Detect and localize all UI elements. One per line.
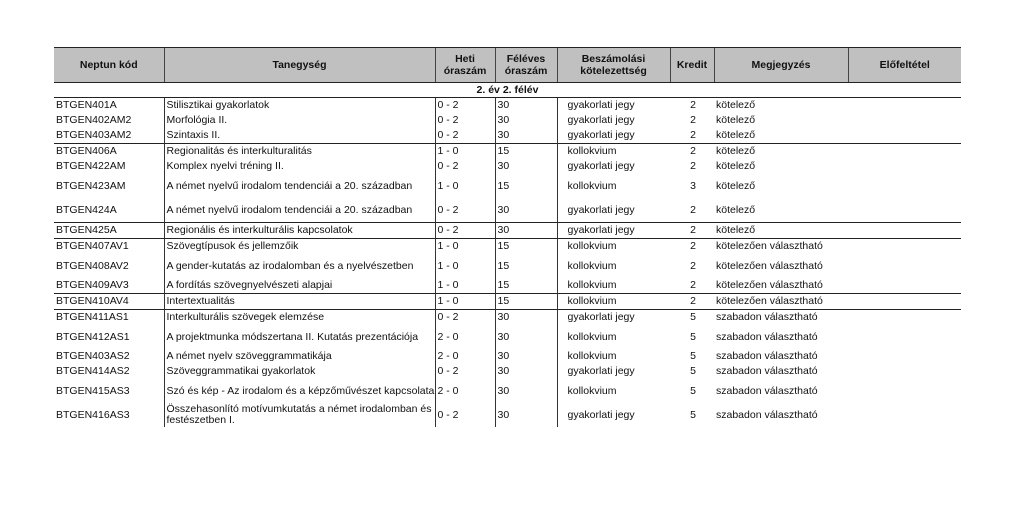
credit-value: 5 (690, 384, 696, 397)
header-credit: Kredit (670, 48, 714, 83)
assessment-type: gyakorlati jegy (567, 203, 635, 216)
weekly-hours: 1 - 0 (435, 174, 495, 198)
note-text: kötelezően választható (716, 279, 823, 291)
table-row (54, 223, 961, 239)
table-row (54, 364, 961, 379)
semester-hours: 30 (495, 159, 557, 174)
semester-row (54, 83, 961, 98)
weekly-hours: 1 - 0 (435, 144, 495, 160)
course-name: Regionalitás és interkulturalitás (164, 144, 435, 160)
curriculum-sheet (54, 47, 961, 427)
note-text: kötelező (716, 129, 756, 141)
assessment-type: gyakorlati jegy (567, 365, 635, 377)
table-row (54, 379, 961, 403)
assessment-type: gyakorlati jegy (567, 408, 635, 421)
assessment-type: kollokvium (567, 259, 617, 272)
course-code: BTGEN424A (54, 198, 164, 223)
semester-hours: 15 (495, 174, 557, 198)
weekly-hours: 1 - 0 (435, 294, 495, 310)
prereq-cell (848, 113, 961, 128)
assessment-type: kollokvium (567, 330, 617, 343)
course-code: BTGEN412AS1 (54, 325, 164, 349)
credit-value: 5 (670, 310, 714, 326)
semester-hours: 30 (495, 379, 557, 403)
course-code: BTGEN407AV1 (54, 239, 164, 255)
note-text: szabadon választható (716, 365, 818, 377)
course-code: BTGEN403AS2 (54, 349, 164, 364)
assessment-type: kollokvium (567, 384, 617, 397)
course-code: BTGEN401A (54, 98, 164, 114)
course-code: BTGEN403AM2 (54, 128, 164, 144)
course-code: BTGEN416AS3 (54, 403, 164, 427)
prereq-cell (848, 174, 961, 198)
note-text: szabadon választható (716, 330, 818, 343)
course-name: A német nyelvű irodalom tendenciái a 20. században (164, 198, 435, 223)
assessment-type: kollokvium (567, 279, 617, 291)
curriculum-table (54, 47, 961, 427)
course-name: Intertextualitás (164, 294, 435, 310)
semester-hours: 30 (495, 403, 557, 427)
header-name: Tanegység (164, 48, 435, 83)
prereq-cell (848, 294, 961, 310)
semester-label: 2. év 2. félév (54, 83, 961, 98)
credit-value: 2 (670, 223, 714, 239)
semester-hours: 30 (495, 364, 557, 379)
assessment-type: kollokvium (557, 294, 670, 310)
weekly-hours: 1 - 0 (435, 278, 495, 294)
weekly-hours: 0 - 2 (435, 113, 495, 128)
semester-hours: 15 (495, 278, 557, 294)
header-code: Neptun kód (54, 48, 164, 83)
table-row (54, 325, 961, 349)
semester-hours: 15 (495, 144, 557, 160)
table-row (54, 128, 961, 144)
course-code: BTGEN423AM (54, 174, 164, 198)
weekly-hours: 2 - 0 (435, 325, 495, 349)
semester-hours: 30 (495, 310, 557, 326)
table-row (54, 294, 961, 310)
assessment-type: gyakorlati jegy (567, 160, 635, 172)
header-prereq: Előfeltétel (848, 48, 961, 83)
credit-value: 2 (670, 239, 714, 255)
credit-value: 2 (690, 203, 696, 216)
weekly-hours: 0 - 2 (435, 98, 495, 114)
note-text: kötelezően választható (716, 259, 823, 272)
prereq-cell (848, 379, 961, 403)
table-row (54, 159, 961, 174)
table-row (54, 174, 961, 198)
credit-value: 5 (690, 330, 696, 343)
course-name: A fordítás szövegnyelvészeti alapjai (164, 278, 435, 294)
header-assessment: Beszámolási kötelezettség (557, 48, 670, 83)
prereq-cell (848, 239, 961, 255)
prereq-cell (848, 278, 961, 294)
prereq-cell (848, 144, 961, 160)
credit-value: 2 (690, 114, 696, 126)
course-code: BTGEN409AV3 (54, 278, 164, 294)
note-text: szabadon választható (716, 408, 818, 421)
course-name: Szövegtípusok és jellemzőik (164, 239, 435, 255)
credit-value: 2 (670, 294, 714, 310)
credit-value: 2 (690, 259, 696, 272)
course-name: Szintaxis II. (164, 128, 435, 144)
weekly-hours: 0 - 2 (435, 403, 495, 427)
weekly-hours: 2 - 0 (435, 379, 495, 403)
table-row (54, 310, 961, 326)
credit-value: 2 (670, 144, 714, 160)
note-text: kötelezően választható (714, 294, 848, 310)
assessment-type: kollokvium (567, 350, 617, 362)
semester-hours: 15 (495, 294, 557, 310)
header-semester-hours: Féléves óraszám (495, 48, 557, 83)
course-name: Regionális és interkulturális kapcsolatok (164, 223, 435, 239)
course-name: Szöveggrammatikai gyakorlatok (164, 364, 435, 379)
semester-hours: 30 (495, 198, 557, 223)
weekly-hours: 2 - 0 (435, 349, 495, 364)
note-text: szabadon választható (716, 384, 818, 397)
semester-hours: 15 (495, 254, 557, 278)
course-name: Stilisztikai gyakorlatok (164, 98, 435, 114)
course-name: A német nyelv szöveggrammatikája (164, 349, 435, 364)
course-name: A német nyelvű irodalom tendenciái a 20. században (164, 174, 435, 198)
table-row (54, 254, 961, 278)
assessment-type: gyakorlati jegy (567, 114, 635, 126)
course-name: Interkulturális szövegek elemzése (164, 310, 435, 326)
table-row (54, 98, 961, 114)
course-code: BTGEN402AM2 (54, 113, 164, 128)
table-row (54, 198, 961, 223)
note-text: kötelező (714, 223, 848, 239)
semester-hours: 30 (495, 128, 557, 144)
course-code: BTGEN422AM (54, 159, 164, 174)
semester-hours: 30 (495, 223, 557, 239)
credit-value: 2 (690, 129, 696, 141)
credit-value: 2 (690, 99, 696, 111)
prereq-cell (848, 349, 961, 364)
credit-value: 3 (690, 179, 696, 192)
note-text: kötelező (716, 179, 756, 192)
course-name: Morfológia II. (164, 113, 435, 128)
note-text: kötelező (716, 160, 756, 172)
note-text: kötelezően választható (714, 239, 848, 255)
assessment-type: gyakorlati jegy (557, 310, 670, 326)
note-text: kötelező (716, 114, 756, 126)
prereq-cell (848, 98, 961, 114)
credit-value: 5 (690, 350, 696, 362)
note-text: kötelező (714, 144, 848, 160)
semester-hours: 30 (495, 113, 557, 128)
table-row (54, 349, 961, 364)
course-code: BTGEN425A (54, 223, 164, 239)
credit-value: 2 (690, 279, 696, 291)
note-text: szabadon választható (716, 350, 818, 362)
course-code: BTGEN410AV4 (54, 294, 164, 310)
credit-value: 5 (690, 408, 696, 421)
prereq-cell (848, 310, 961, 326)
course-name: Összehasonlító motívumkutatás a német irodalomban és festészetben I. (164, 403, 435, 427)
note-text: kötelező (716, 203, 756, 216)
course-code: BTGEN411AS1 (54, 310, 164, 326)
weekly-hours: 0 - 2 (435, 159, 495, 174)
prereq-cell (848, 403, 961, 427)
semester-hours: 30 (495, 349, 557, 364)
prereq-cell (848, 198, 961, 223)
table-row (54, 113, 961, 128)
table-row (54, 144, 961, 160)
prereq-cell (848, 325, 961, 349)
note-text: szabadon választható (714, 310, 848, 326)
table-row (54, 403, 961, 427)
header-note: Megjegyzés (714, 48, 848, 83)
course-code: BTGEN408AV2 (54, 254, 164, 278)
weekly-hours: 0 - 2 (435, 364, 495, 379)
prereq-cell (848, 364, 961, 379)
weekly-hours: 0 - 2 (435, 198, 495, 223)
weekly-hours: 1 - 0 (435, 254, 495, 278)
weekly-hours: 0 - 2 (435, 310, 495, 326)
course-code: BTGEN414AS2 (54, 364, 164, 379)
table-row (54, 278, 961, 294)
course-name: Szó és kép - Az irodalom és a képzőművészet kapcsolata (164, 379, 435, 403)
course-name: Komplex nyelvi tréning II. (164, 159, 435, 174)
header-row (54, 48, 961, 83)
credit-value: 2 (690, 160, 696, 172)
semester-hours: 15 (495, 239, 557, 255)
credit-value: 5 (690, 365, 696, 377)
weekly-hours: 0 - 2 (435, 223, 495, 239)
assessment-type: kollokvium (567, 179, 617, 192)
note-text: kötelező (716, 99, 756, 111)
header-weekly: Heti óraszám (435, 48, 495, 83)
weekly-hours: 1 - 0 (435, 239, 495, 255)
course-code: BTGEN406A (54, 144, 164, 160)
assessment-type: kollokvium (557, 239, 670, 255)
assessment-type: gyakorlati jegy (567, 99, 635, 111)
semester-hours: 30 (495, 325, 557, 349)
prereq-cell (848, 159, 961, 174)
semester-hours: 30 (495, 98, 557, 114)
weekly-hours: 0 - 2 (435, 128, 495, 144)
prereq-cell (848, 254, 961, 278)
table-row (54, 239, 961, 255)
prereq-cell (848, 223, 961, 239)
assessment-type: gyakorlati jegy (567, 129, 635, 141)
course-code: BTGEN415AS3 (54, 379, 164, 403)
assessment-type: gyakorlati jegy (557, 223, 670, 239)
course-name: A projektmunka módszertana II. Kutatás prezentációja (164, 325, 435, 349)
assessment-type: kollokvium (557, 144, 670, 160)
prereq-cell (848, 128, 961, 144)
course-name: A gender-kutatás az irodalomban és a nyelvészetben (164, 254, 435, 278)
